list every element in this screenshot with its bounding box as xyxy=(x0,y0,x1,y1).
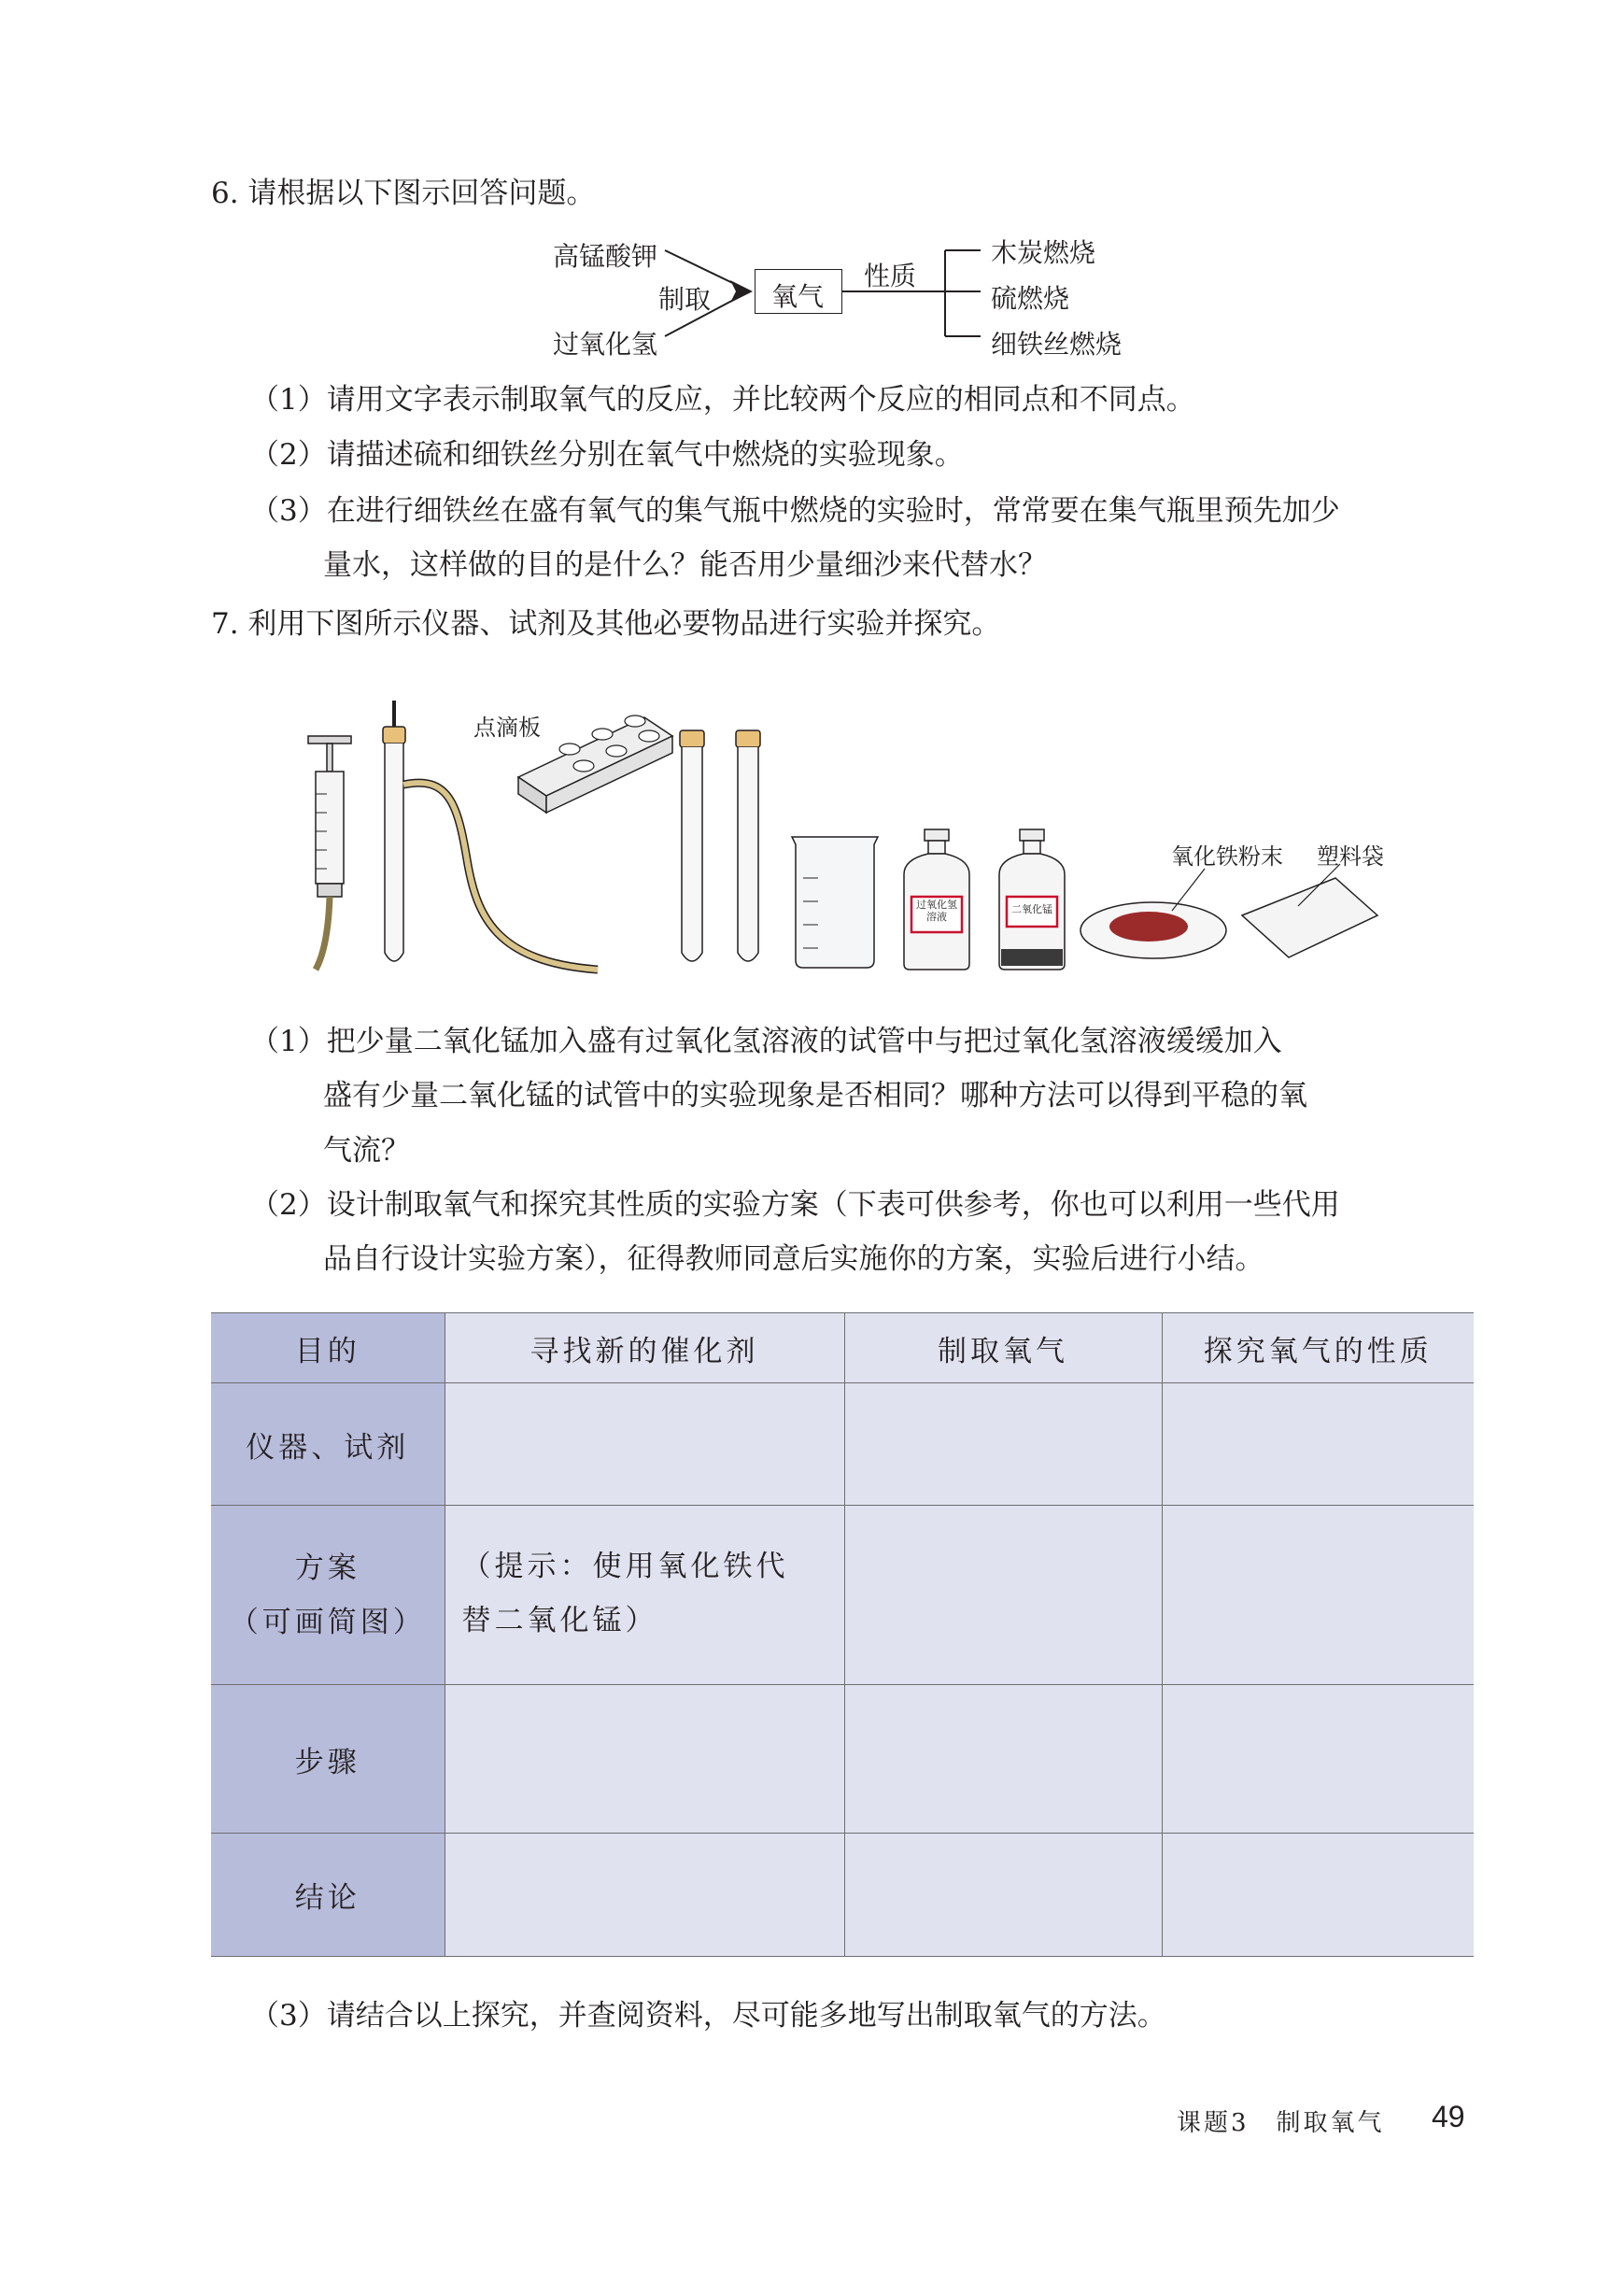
table-cell xyxy=(1162,1506,1474,1685)
experiment-plan-table xyxy=(211,1312,1474,1957)
table-cell xyxy=(844,1383,1162,1506)
label-plastic-bag: 塑料袋 xyxy=(1317,843,1384,870)
diagram-verb-left: 制取 xyxy=(658,284,712,315)
diagram-left-bottom: 过氧化氢 xyxy=(553,329,658,360)
table-row-steps xyxy=(211,1685,1474,1834)
table-row-conclusion xyxy=(211,1834,1474,1957)
q6-sub3-line1: （3）在进行细铁丝在盛有氧气的集气瓶中燃烧的实验时，常常要在集气瓶里预先加少 xyxy=(250,494,1340,528)
table-row-instruments xyxy=(211,1383,1474,1506)
table-cell xyxy=(844,1506,1162,1685)
q7-sub1-line1: （1）把少量二氧化锰加入盛有过氧化氢溶液的试管中与把过氧化氢溶液缓缓加入 xyxy=(250,1025,1282,1058)
q7-sub2-line1: （2）设计制取氧气和探究其性质的实验方案（下表可供参考，你也可以利用一些代用 xyxy=(250,1188,1340,1222)
label-bottle-hydrogen-peroxide: 过氧化氢 溶液 xyxy=(916,899,957,923)
table-row-plan xyxy=(211,1506,1474,1685)
footer-section: 课题3 制取氧气 xyxy=(1177,2109,1385,2137)
syringe-illustration xyxy=(308,736,351,970)
table-cell xyxy=(445,1834,844,1957)
row-label-plan: 方案 （可画简图） xyxy=(211,1506,445,1685)
label-iron-oxide: 氧化铁粉末 xyxy=(1171,843,1283,870)
q7-sub3: （3）请结合以上探究，并查阅资料，尽可能多地写出制取氧气的方法。 xyxy=(250,1999,1166,2033)
q6-sub2: （2）请描述硫和细铁丝分别在氧气中燃烧的实验现象。 xyxy=(250,438,964,472)
diagram-right-item-2: 硫燃烧 xyxy=(991,283,1070,314)
q7-stem: 7. 利用下图所示仪器、试剂及其他必要物品进行实验并探究。 xyxy=(211,607,1001,641)
label-bottle-manganese-dioxide: 二氧化锰 xyxy=(1011,903,1052,915)
row-label-instruments: 仪器、试剂 xyxy=(211,1383,445,1506)
table-cell xyxy=(1162,1685,1474,1834)
q6-stem: 6. 请根据以下图示回答问题。 xyxy=(211,177,596,210)
plan-hint-cell: （提示：使用氧化铁代 替二氧化锰） xyxy=(445,1506,844,1685)
header-purpose: 目的 xyxy=(211,1313,445,1383)
header-new-catalyst: 寻找新的催化剂 xyxy=(445,1313,844,1383)
apparatus-figure xyxy=(280,673,1401,990)
diagram-verb-right: 性质 xyxy=(864,261,917,291)
header-oxygen-properties: 探究氧气的性质 xyxy=(1162,1313,1474,1383)
q7-sub1-line3: 气流？ xyxy=(323,1134,410,1168)
table-cell xyxy=(844,1685,1162,1834)
plastic-bag-illustration xyxy=(1242,864,1377,957)
manganese-dioxide-bottle-illustration xyxy=(999,829,1065,970)
test-tubes-illustration xyxy=(680,730,760,961)
table-cell xyxy=(844,1834,1162,1957)
table-header-row xyxy=(211,1313,1474,1383)
q6-sub3-line2: 量水，这样做的目的是什么？能否用少量细沙来代替水？ xyxy=(323,548,1047,582)
q7-sub1-line2: 盛有少量二氧化锰的试管中的实验现象是否相同？哪种方法可以得到平稳的氧 xyxy=(323,1079,1307,1112)
beaker-illustration xyxy=(792,837,878,968)
table-cell xyxy=(445,1383,844,1506)
q6-sub1: （1）请用文字表示制取氧气的反应，并比较两个反应的相同点和不同点。 xyxy=(250,383,1195,417)
diagram-connectors xyxy=(0,0,1624,420)
diagram-right-item-1: 木炭燃烧 xyxy=(991,237,1096,268)
diagram-right-item-3: 细铁丝燃烧 xyxy=(991,329,1123,360)
label-spot-plate: 点滴板 xyxy=(473,715,541,741)
diagram-left-top: 高锰酸钾 xyxy=(553,241,658,272)
row-label-steps: 步骤 xyxy=(211,1685,445,1834)
q7-sub2-line2: 品自行设计实验方案），征得教师同意后实施你的方案，实验后进行小结。 xyxy=(323,1242,1264,1276)
row-label-conclusion: 结论 xyxy=(211,1834,445,1957)
table-cell xyxy=(445,1685,844,1834)
diagram-center: 氧气 xyxy=(771,281,825,312)
spot-plate-illustration xyxy=(518,715,672,813)
header-produce-oxygen: 制取氧气 xyxy=(844,1313,1162,1383)
page-number: 49 xyxy=(1432,2100,1465,2133)
table-cell xyxy=(1162,1383,1474,1506)
iron-oxide-dish-illustration xyxy=(1080,869,1226,958)
table-cell xyxy=(1162,1834,1474,1957)
